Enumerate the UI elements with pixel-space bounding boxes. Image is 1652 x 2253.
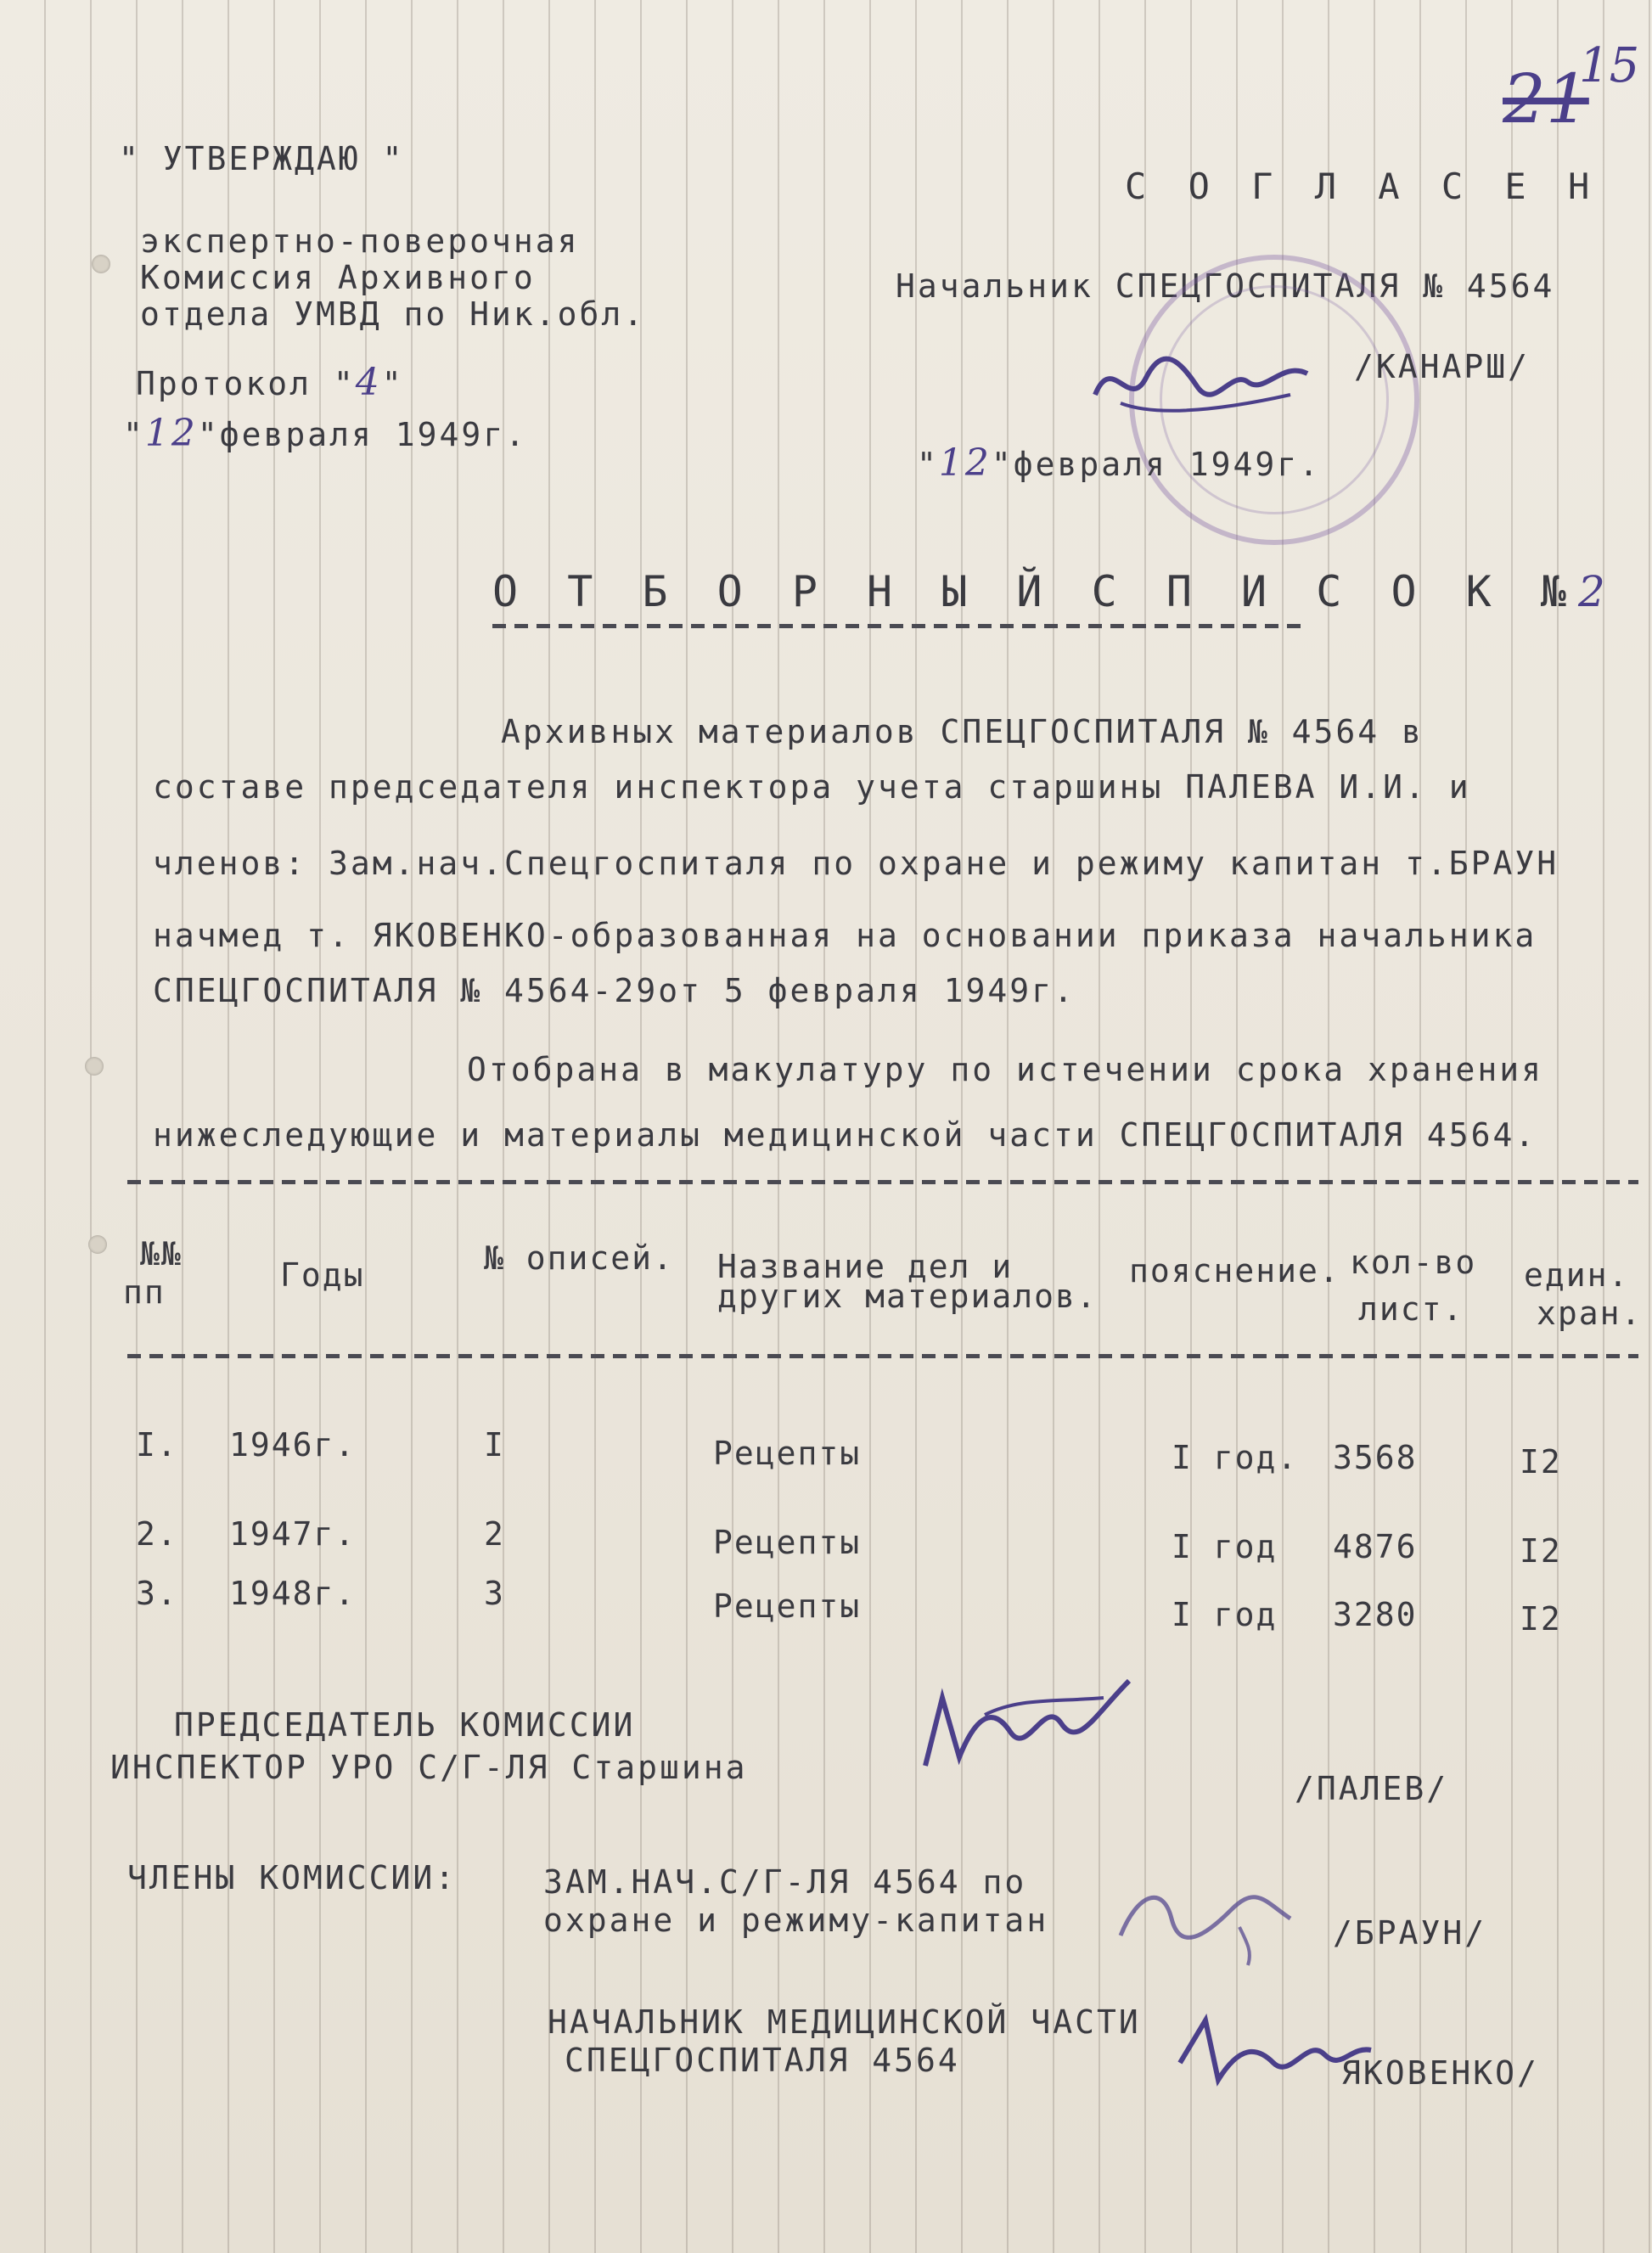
header-units: един.: [1524, 1256, 1630, 1294]
body-line: Отобрана в макулатуру по истечении срока хранения: [467, 1051, 1544, 1088]
table-header-rule: [127, 1354, 1638, 1358]
agree-line1: Начальник СПЕЦГОСПИТАЛЯ № 4564: [896, 267, 1555, 305]
page-title: О Т Б О Р Н Ы Й С П И С О К №2: [492, 567, 1605, 616]
approve-line1: экспертно-поверочная: [140, 222, 580, 260]
signature-braun: [1104, 1859, 1307, 1969]
agree-title: С О Г Л А С Е Н: [1125, 166, 1600, 207]
chair-title: ПРЕДСЕДАТЕЛЬ КОМИССИИ: [174, 1706, 636, 1744]
approve-date: "12"февраля 1949г.: [123, 412, 528, 455]
chair-position: ИНСПЕКТОР УРО С/Г-ЛЯ Старшина: [110, 1749, 748, 1786]
title-underline: [492, 624, 1307, 628]
folio-number: 15: [1579, 38, 1640, 93]
member2-line2: СПЕЦГОСПИТАЛЯ 4564: [565, 2042, 960, 2079]
chair-name: /ПАЛЕВ/: [1295, 1770, 1449, 1807]
cell-title: Рецепты: [713, 1435, 862, 1472]
cell-note: I год: [1172, 1528, 1278, 1565]
body-line: членов: Зам.нач.Спецгоспиталя по охране и режиму капитан т.БРАУН: [153, 845, 1559, 882]
cell-sheets: 3280: [1333, 1596, 1418, 1633]
body-line: СПЕЦГОСПИТАЛЯ № 4564-29от 5 февраля 1949г.: [153, 972, 1076, 1009]
member1-line1: ЗАМ.НАЧ.С/Г-ЛЯ 4564 по: [543, 1863, 1027, 1901]
agree-date: "12"февраля 1949г.: [917, 441, 1322, 485]
approve-protocol: Протокол "4": [136, 361, 404, 404]
cell-note: I год: [1172, 1596, 1278, 1633]
cell-inventory: 2: [484, 1515, 505, 1553]
header-num: №№: [140, 1235, 183, 1273]
header-num: пп: [123, 1273, 166, 1311]
cell-units: I2: [1520, 1443, 1562, 1480]
member1-name: /БРАУН/: [1333, 1914, 1487, 1952]
member2-line1: НАЧАЛЬНИК МЕДИЦИНСКОЙ ЧАСТИ: [548, 2003, 1141, 2041]
cell-title: Рецепты: [713, 1524, 862, 1561]
member1-line2: охране и режиму-капитан: [543, 1902, 1049, 1939]
cell-num: 2.: [136, 1515, 178, 1553]
header-units: хран.: [1537, 1295, 1643, 1332]
punch-hole: [88, 1235, 107, 1254]
approve-title: " УТВЕРЖДАЮ ": [119, 140, 405, 177]
signature-palev: [908, 1664, 1146, 1791]
cell-num: 3.: [136, 1575, 178, 1612]
header-sheets: лист.: [1358, 1290, 1464, 1328]
cell-title: Рецепты: [713, 1587, 862, 1625]
body-line: нижеследующие и материалы медицинской части СПЕЦГОСПИТАЛЯ 4564.: [153, 1116, 1537, 1154]
approve-line3: отдела УМВД по Ник.обл.: [140, 295, 646, 333]
cell-year: 1948г.: [229, 1575, 357, 1612]
approve-line2: Комиссия Архивного: [140, 259, 536, 296]
members-label: ЧЛЕНЫ КОМИССИИ:: [127, 1859, 458, 1896]
header-sheets: кол-во: [1350, 1244, 1477, 1281]
header-title: других материалов.: [717, 1278, 1098, 1315]
punch-hole: [92, 255, 110, 273]
cell-units: I2: [1520, 1532, 1562, 1570]
header-inventory: № описей.: [484, 1239, 674, 1277]
cell-year: 1947г.: [229, 1515, 357, 1553]
body-line: Архивных материалов СПЕЦГОСПИТАЛЯ № 4564 в: [501, 713, 1424, 750]
member2-name: ЯКОВЕНКО/: [1341, 2054, 1539, 2092]
cell-sheets: 4876: [1333, 1528, 1418, 1565]
signature-kanarsh: [1087, 335, 1324, 429]
table-top-rule: [127, 1180, 1638, 1184]
body-line: начмед т. ЯКОВЕНКО-образованная на основании приказа начальника: [153, 917, 1537, 954]
cell-inventory: 3: [484, 1575, 505, 1612]
cell-note: I год.: [1172, 1439, 1299, 1476]
agree-name: /КАНАРШ/: [1354, 348, 1531, 385]
cell-units: I2: [1520, 1600, 1562, 1638]
cell-num: I.: [136, 1426, 178, 1464]
header-note: пояснение.: [1129, 1252, 1340, 1289]
body-line: составе председателя инспектора учета старшины ПАЛЕВА И.И. и: [153, 768, 1471, 806]
header-title: Название дел и: [717, 1248, 1014, 1285]
cell-inventory: I: [484, 1426, 505, 1464]
cell-sheets: 3568: [1333, 1439, 1418, 1476]
folio-crossed: 21: [1503, 59, 1589, 138]
header-years: Годы: [280, 1256, 365, 1294]
punch-hole: [85, 1057, 104, 1076]
cell-year: 1946г.: [229, 1426, 357, 1464]
